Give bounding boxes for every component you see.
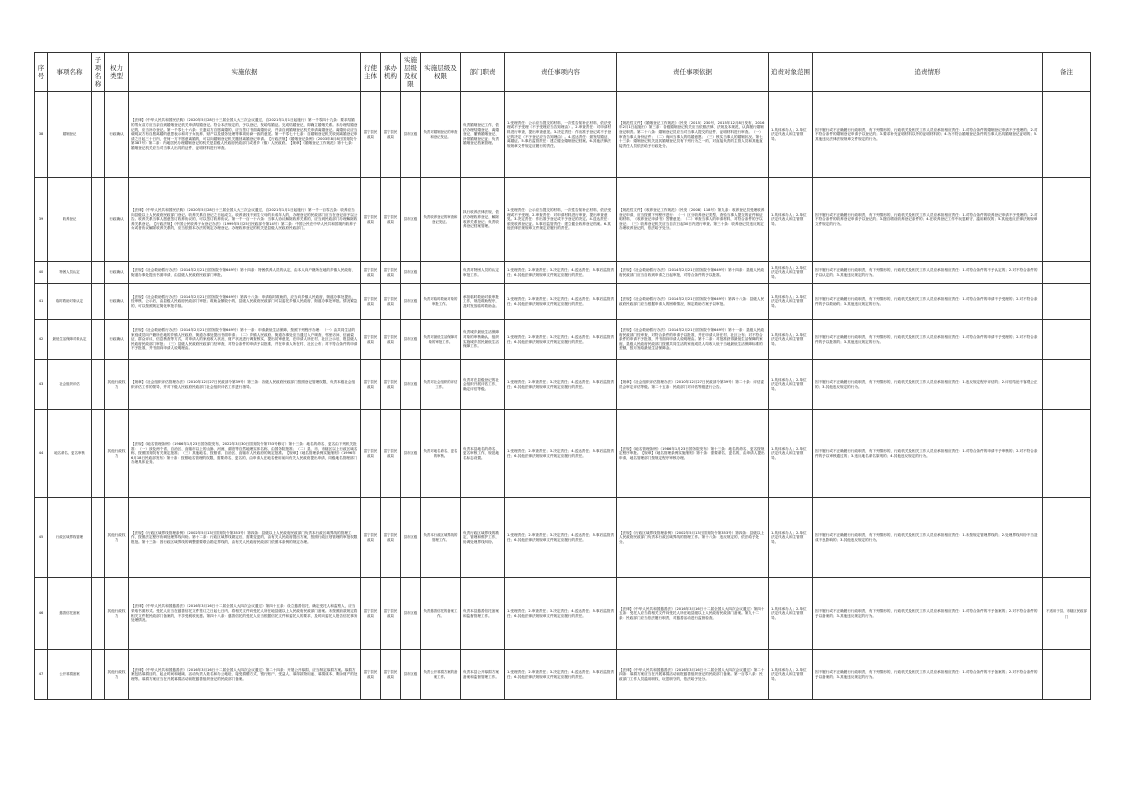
row-subject: 富宁县民政局 <box>361 320 381 360</box>
row-type: 其他行政权力 <box>105 498 129 578</box>
row-sub <box>92 410 105 498</box>
table-row <box>35 498 1091 578</box>
row-level: 县市区级 <box>401 360 421 410</box>
row-level2: 负责对最低生活保障对象的审批工作。 <box>421 320 461 360</box>
row-num: 41 <box>35 284 48 320</box>
header-sub: 子项名称 <box>92 53 105 92</box>
row-level: 县市区级 <box>401 578 421 650</box>
row-level2: 负责对地名命名、更名的审核。 <box>421 410 461 498</box>
header-org: 承办机构 <box>381 53 401 92</box>
header-basis: 实施依据 <box>129 53 361 92</box>
row-basis: 【法规】《行政区域界线管理条例》（2002年5月13日国务院令第353号）第四条：县级以上人民政府民政部门负责本行政区域界线的管理工作，按照法定程序协调处理界线纠纷。第十二条：行政区域界线勘定后，需要变更的，由有关人民政府提出方案，按照行政区划管理的审批权限报批。第十三条：因行政区域界线的调整需要联合勘定界线的，由有关人民政府民政部门依照本条例的规定办理。 <box>129 498 361 578</box>
row-org: 富宁县民政局 <box>381 360 401 410</box>
row-subject: 富宁县民政局 <box>361 284 381 320</box>
row-basis: 【法规】《社会救助暂行办法》（2014年2月21日国务院令第649号）第十一条：申请最低生活保障，按照下列程序办理：（一）由共同生活的家庭成员向户籍所在地的乡镇人民政府、街道办事处提出书面申请；（二）乡镇人民政府、街道办事处应当通过入户调查、邻里访问、信函索证、群众评议、信息核查等方式，对申请人的家庭收入状况、财产状况进行调查核实，提出初审意见，在申请人所在村、社区公示后，报县级人民政府民政部门审批；（三）县级人民政府民政部门经审查，对符合条件的申请予以批准，并在申请人所在村、社区公布；对不符合条件的申请不予批准，并书面向申请人说明理由。 <box>129 320 361 360</box>
row-num: 40 <box>35 262 48 284</box>
row-sub <box>92 578 105 650</box>
row-duty: 负责行政区域界线的勘定、管理和维护工作，协调处理界线纠纷。 <box>461 498 505 578</box>
table-row <box>35 284 1091 320</box>
row-content: 1.受理责任；2.审查责任；3.决定责任；4.送达责任；5.事后监管责任；6.其他法律法规规章文件规定应履行的责任。 <box>505 578 617 650</box>
row-level2: 负责慈善信托的备案工作。 <box>421 578 461 650</box>
row-cases: 因不履行或不正确履行行政职责，有下列情形的，行政机关及相关工作人员应承担相应责任：1.对符合条件的申请不予受理的；2.对不符合条件的予以批准的；3.其他违反规定的行为。 <box>813 320 1043 360</box>
row-cases: 因不履行或不正确履行行政职责，有下列情形的，行政机关及相关工作人员应承担相应责任：1.对符合条件的收养登记申请不予受理的；2.对不符合条件的收养登记申请予以登记的；3.擅自增设收养登记条件的；4.在收养登记工作中玩忽职守、滥用职权的；5.其他违反法律法规规章文件规定的行为。 <box>813 178 1043 262</box>
row-basis: 【法规】《地名管理条例》（1986年1月23日国务院发布，2022年3月30日国务院令第753号修订）第十三条：地名的命名、更名由下列机关批准：（一）涉及两个省、自治区、直辖市以上的山脉、河流、湖泊等自然地理实体名称，由国务院批准；（二）县、市、市辖区以上行政区域名称，按照国务院有关规定批准；（三）其他地名，按照省、自治区、直辖市人民政府的规定批准。【规章】《地名管理条例实施细则》（1996年6月18日民政部发布）第十条：按照地名管理的权限，需要命名、更名的，由申请人在地名使用前向有关人民政府提出申请，同级地名管理部门办理具体业务。 <box>129 410 361 498</box>
row-content-basis: 【法规】《社会救助暂行办法》（2014年2月21日国务院令第649号）第十四条：县级人民政府民政部门应当自收到申请之日起审批，对符合条件的予以批准。 <box>617 262 769 284</box>
row-sub <box>92 650 105 700</box>
row-note <box>1043 410 1091 498</box>
row-level: 县市区级 <box>401 92 421 178</box>
row-num: 45 <box>35 498 48 578</box>
row-basis: 【法律】《中华人民共和国民法典》（2020年5月28日十三届全国人大三次会议通过，自2021年1月1日起施行）第一千一百零五条：收养应当向县级以上人民政府民政部门登记。收养关系自登记之日起成立。收养查找不到生父母的未成年人的，办理登记的民政部门应当在登记前予以公告。收养关系当事人愿意签订收养协议的，可以签订收养协议。第一千一百一十六条：当事人协议解除收养关系的，应当到民政部门办理解除收养关系登记。【行政法规】《中国公民收养子女登记办法》（1999年5月25日民政部令第14号）第二条：中国公民在中华人民共和国境内收养子女或者协议解除收养关系的，应当依照本办法的规定办理登记。办理收养登记的机关是县级人民政府民政部门。 <box>129 178 361 262</box>
row-cases: 因不履行或不正确履行行政职责，有下列情形的，行政机关及相关工作人员应承担相应责任：1.违反规定程序评估的；2.评估结论不客观公正的；3.其他违反规定的行为。 <box>813 360 1043 410</box>
row-level2: 负责对婚姻登记的审查和登记发证。 <box>421 92 461 178</box>
row-level2: 负责对社会组织的评估工作。 <box>421 360 461 410</box>
row-content: 1.受理责任；2.审查责任；3.决定责任；4.送达责任；5.事后监管责任；6.其他法律法规规章文件规定应履行的责任。 <box>505 498 617 578</box>
row-basis: 【法律】《中华人民共和国慈善法》（2016年3月16日十二届全国人大四次会议通过）第四十五条：设立慈善信托、确定受托人和监察人，应当采取书面形式。受托人应当在慈善信托文件签订之日起七日内，将相关文件向受托人所在地县级以上人民政府民政部门备案。未按照前款规定将相关文件报民政部门备案的，不享受税收优惠。第四十八条：慈善信托的受托人应当根据信托文件和委托人的要求，及时向委托人报告信托事务处理情况。 <box>129 578 361 650</box>
row-name: 特困人员认定 <box>48 262 92 284</box>
row-subject: 富宁县民政局 <box>361 178 381 262</box>
row-duty: 承担临时救助对象审批工作，规范救助程序，及时发放临时救助金。 <box>461 284 505 320</box>
row-name: 临时救助对象认定 <box>48 284 92 320</box>
row-subject: 富宁县民政局 <box>361 92 381 178</box>
row-sub <box>92 320 105 360</box>
row-cases: 因不履行或不正确履行行政职责，有下列情形的，行政机关及相关工作人员应承担相应责任：1.对符合条件的不予备案的；2.对不符合条件的予以备案的；3.其他违反规定的行为。 <box>813 578 1043 650</box>
row-content-basis: 【法律】《中华人民共和国慈善法》（2016年3月16日十二届全国人大四次会议通过）第二十四条：募捐方案应当在开展募捐活动前报慈善组织登记的民政部门备案。第一百零八条：民政部门工作人员滥用职权、玩忽职守的，依法给予处分。 <box>617 650 769 700</box>
row-content: 1.受理责任；2.审查责任；3.决定责任；4.送达责任；5.事后监管责任；6.其他法律法规规章文件规定应履行的责任。 <box>505 320 617 360</box>
row-scope: 1.具体承办人；2.单位法定代表人和主管领导。 <box>769 262 813 284</box>
row-note <box>1043 360 1091 410</box>
row-basis: 【法律】《中华人民共和国民法典》（2020年5月28日十三届全国人大三次会议通过，自2021年1月1日起施行）第一千零四十九条：要求结婚的男女双方应当亲自到婚姻登记机关申请结婚登记。符合本法规定的，予以登记，发给结婚证。完成结婚登记，即确立婚姻关系。未办理结婚登记的，应当补办登记。第一千零七十六条：夫妻双方自愿离婚的，应当签订书面离婚协议，并亲自到婚姻登记机关申请离婚登记。离婚协议应当载明双方有自愿离婚的意思表示和对子女抚养、财产以及债务处理等事项协商一致的意见。第一千零七十七条：自婚姻登记机关收到离婚登记申请之日起三十日内，任何一方不愿意离婚的，可以向婚姻登记机关撤回离婚登记申请。【行政法规】《婚姻登记条例》（2003年8月8日国务院令第387号）第二条：内地居民办理婚姻登记的机关是县级人民政府民政部门或者乡（镇）人民政府。【规章】《婚姻登记工作规范》第十七条：婚姻登记机关应当对当事人出具的证件、证明材料进行审查。 <box>129 92 361 178</box>
header-type: 权力类型 <box>105 53 129 92</box>
row-duty: 负责本县地名的命名、更名审核工作，规范地名标志设置。 <box>461 410 505 498</box>
row-scope: 1.具体承办人；2.单位法定代表人和主管领导。 <box>769 410 813 498</box>
row-org: 富宁县民政局 <box>381 178 401 262</box>
row-level2: 负责对临时救助对象的审批工作。 <box>421 284 461 320</box>
row-subject: 富宁县民政局 <box>361 650 381 700</box>
row-sub <box>92 92 105 178</box>
row-basis: 【法规】《社会救助暂行办法》（2014年2月21日国务院令第649号）第十四条：特困供养人员的认定，由本人向户籍所在地的乡镇人民政府、街道办事处提出书面申请，由县级人民政府民政部门审批。 <box>129 262 361 284</box>
row-duty: 负责对在县级登记的社会组织开展评估工作，确定评估等级。 <box>461 360 505 410</box>
row-note <box>1043 320 1091 360</box>
row-note <box>1043 92 1091 178</box>
row-content-basis: 【法规】《行政区域界线管理条例》（2002年5月13日国务院令第353号）第四条：县级以上人民政府民政部门负责本行政区域界线的管理工作。第十八条：违反规定的，依法给予处分。 <box>617 498 769 578</box>
row-type: 其他行政权力 <box>105 650 129 700</box>
table-row <box>35 262 1091 284</box>
header-cases: 追责情形 <box>813 53 1043 92</box>
row-num: 44 <box>35 410 48 498</box>
row-name: 慈善信托备案 <box>48 578 92 650</box>
power-list-table <box>34 52 1091 700</box>
row-sub <box>92 360 105 410</box>
row-note <box>1043 498 1091 578</box>
row-level2 <box>421 262 461 284</box>
row-type: 其他行政权力 <box>105 578 129 650</box>
header-name: 事项名称 <box>48 53 92 92</box>
row-cases: 因不履行或不正确履行行政职责，有下列情形的，行政机关及相关工作人员应承担相应责任：1.对符合条件的不予认定的；2.对不符合条件的予以认定的；3.其他违反规定的行为。 <box>813 262 1043 284</box>
row-scope: 1.具体承办人；2.单位法定代表人和主管领导。 <box>769 498 813 578</box>
row-level2: 负责公开募捐方案的备案工作。 <box>421 650 461 700</box>
row-content-basis: 【规范性文件】《收养登记工作规范》（民发〔2008〕118号）第九条：收养登记员受理收养登记申请，应当按照下列程序进行：（一）区分收养登记类型，查验当事人提交的证件和证明材料、《收养登记申请书》签署意见；（二）审查当事人的申请材料，对符合条件的予以登记；（三）收养登记机关应当自次日起30日内进行审查。第三十条：收养登记员违反规定办理收养登记的，依法给予处分。 <box>617 178 769 262</box>
row-note <box>1043 178 1091 262</box>
row-content: 1.受理责任；2.审查责任；3.决定责任；4.送达责任；5.事后监管责任；6.其他法律法规规章文件规定应履行的责任。 <box>505 262 617 284</box>
row-basis: 【法律】《中华人民共和国慈善法》（2016年3月16日十二届全国人大四次会议通过）第二十四条：开展公开募捐，应当制定募捐方案。募捐方案包括募捐目的、起止时间和地域、活动负责人姓名和办公地址、接受捐赠方式、银行账户、受益人、募得款物用途、募捐成本、剩余财产的处理等。募捐方案应当在开展募捐活动前报慈善组织登记的民政部门备案。 <box>129 650 361 700</box>
table-row <box>35 320 1091 360</box>
row-org: 富宁县民政局 <box>381 650 401 700</box>
table-row <box>35 92 1091 178</box>
row-content-basis: 【法律】《中华人民共和国慈善法》（2016年3月16日十二届全国人大四次会议通过）第四十五条：受托人应当将相关文件向受托人所在地县级以上人民政府民政部门备案。第九十二条：民政部门应当依法履行职责，对慈善活动进行监督检查。 <box>617 578 769 650</box>
row-type: 行政确认 <box>105 178 129 262</box>
row-org: 富宁县民政局 <box>381 320 401 360</box>
row-content: 1.受理责任；2.审查责任；3.决定责任；4.送达责任；5.事后监管责任；6.其他法律法规规章文件规定应履行的责任。 <box>505 410 617 498</box>
header-num: 序号 <box>35 53 48 92</box>
row-type: 行政确认 <box>105 284 129 320</box>
row-org: 富宁县民政局 <box>381 578 401 650</box>
row-subject: 富宁县民政局 <box>361 360 381 410</box>
row-scope: 1.具体承办人；2.单位法定代表人和主管领导。 <box>769 284 813 320</box>
row-level2: 负责收养登记的审查和登记发证。 <box>421 178 461 262</box>
row-org: 富宁县民政局 <box>381 92 401 178</box>
row-duty: 负责本县公开募捐方案备案和监督管理工作。 <box>461 650 505 700</box>
row-num: 38 <box>35 92 48 178</box>
row-cases: 因不履行或不正确履行行政职责，有下列情形的，行政机关及相关工作人员应承担相应责任：1.对符合条件的申请不予审核的；2.对不符合条件的予以审核通过的；3.违反地名命名原则的；4.其他违反规定的行为。 <box>813 410 1043 498</box>
header-row <box>35 53 1091 92</box>
row-scope: 1.具体承办人；2.单位法定代表人和主管领导。 <box>769 92 813 178</box>
row-level: 县市区级 <box>401 498 421 578</box>
row-content: 1.受理责任：公示应当提交的材料，一次性告知补正材料，依法受理或不予受理。2.审查责任：对申请材料进行审查，提出审查意见。3.决定责任：作出准予登记或不予登记的决定。4.送达责任：颁发收养登记证。5.事后监管责任：建立健全收养登记档案。6.其他法律法规规章文件规定应履行的责任。 <box>505 178 617 262</box>
row-note <box>1043 284 1091 320</box>
row-level: 县市区级 <box>401 320 421 360</box>
row-content-basis: 【法规】《社会救助暂行办法》（2014年2月21日国务院令第649号）第十一条：县级人民政府民政部门经审查，对符合条件的申请予以批准，并在申请人所在村、社区公布；对不符合条件的申请不予批准，并书面向申请人说明理由。第十二条：对批准获得最低生活保障的家庭，县级人民政府民政部门按照共同生活的家庭成员人均收入低于当地最低生活保障标准的差额，按月发给最低生活保障金。 <box>617 320 769 360</box>
row-sub <box>92 178 105 262</box>
row-num: 46 <box>35 578 48 650</box>
row-level: 县市区级 <box>401 262 421 284</box>
row-content-basis: 【法规】《地名管理条例》（1986年1月23日国务院发布）第十三条：地名的命名、更名按规定程序审批。【规章】《地名管理条例实施细则》第十条：需要命名、更名的，由申请人提出申请，地名管理部门按规定程序审核办理。 <box>617 410 769 498</box>
row-basis: 【规章】《社会组织评估管理办法》（2010年12月27日民政部令第39号）第三条：各级人民政府民政部门按照登记管理权限，负责本级社会组织评估工作的领导，并对下级人民政府民政部门社会组织评估工作进行指导。 <box>129 360 361 410</box>
row-subject: 富宁县民政局 <box>361 410 381 498</box>
row-name: 地名命名、更名审核 <box>48 410 92 498</box>
row-cases: 因不履行或不正确履行行政职责，有下列情形的，行政机关及相关工作人员应承担相应责任：1.对符合条件的婚姻登记申请不予受理的；2.对不符合条件的婚姻登记申请予以登记的；3.要求补充证明材料以外的证明材料的；4.为不符合婚姻登记条件的当事人出具婚姻登记证明的；5.其他违反法律法规规章文件规定的行为。 <box>813 92 1043 178</box>
row-type: 行政确认 <box>105 92 129 178</box>
row-subject: 富宁县民政局 <box>361 498 381 578</box>
row-content: 1.受理责任；2.审查责任；3.决定责任；4.送达责任；5.事后监管责任；6.其他法律法规规章文件规定应履行的责任。 <box>505 650 617 700</box>
row-name: 婚姻登记 <box>48 92 92 178</box>
row-content: 1.受理责任；2.审查责任；3.决定责任；4.送达责任；5.事后监管责任；6.其他法律法规规章文件规定应履行的责任。 <box>505 360 617 410</box>
row-org: 富宁县民政局 <box>381 410 401 498</box>
row-level2: 负责本行政区域界线的管理工作。 <box>421 498 461 578</box>
page <box>34 52 1090 700</box>
row-org: 富宁县民政局 <box>381 262 401 284</box>
row-subject: 富宁县民政局 <box>361 578 381 650</box>
row-scope: 1.具体承办人；2.单位法定代表人和主管领导。 <box>769 650 813 700</box>
row-basis: 【法规】《社会救助暂行办法》（2014年2月21日国务院令第649号）第四十八条：申请临时救助的，应当向乡镇人民政府、街道办事处提出，经审核、公示后，由县级人民政府民政部门审批；救助金额较小的，县级人民政府民政部门可以委托乡镇人民政府、街道办事处审批。情况紧急的，可以按照规定简化审批手续。 <box>129 284 361 320</box>
header-scope: 追责对象范围 <box>769 53 813 92</box>
row-content-basis: 【法规】《社会救助暂行办法》（2014年2月21日国务院令第649号）第四十八条：县级人民政府民政部门应当根据申请人的困难情况，制定救助方案予以审批。 <box>617 284 769 320</box>
header-level: 实施层级及权限 <box>401 53 421 92</box>
row-org: 富宁县民政局 <box>381 498 401 578</box>
row-duty: 负责对特困人员的认定审批工作。 <box>461 262 505 284</box>
table-row <box>35 410 1091 498</box>
row-type: 其他行政权力 <box>105 360 129 410</box>
header-level2: 实施层级及权限 <box>421 53 461 92</box>
table-row <box>35 178 1091 262</box>
header-content-basis: 责任事项依据 <box>617 53 769 92</box>
table-row <box>35 578 1091 650</box>
row-subject: 富宁县民政局 <box>361 262 381 284</box>
row-num: 42 <box>35 320 48 360</box>
row-content: 1.受理责任；2.审查责任；3.决定责任；4.送达责任；5.事后监管责任；6.其他法律法规规章文件规定应履行的责任。 <box>505 284 617 320</box>
row-note <box>1043 262 1091 284</box>
row-scope: 1.具体承办人；2.单位法定代表人和主管领导。 <box>769 178 813 262</box>
row-note: 不适用于县、市辖区民政部门 <box>1043 578 1091 650</box>
row-level: 县市区级 <box>401 410 421 498</box>
row-content-basis: 【规范性文件】《婚姻登记工作规范》（民发〔2015〕230号，2015年12月8日发布，2016年2月1日起施行）第三条：各级婚姻登记机关应当依照法律、法规及本规范，认真履行婚姻登记职责。第二十八条：婚姻登记员应当对当事人提交的证件、证明材料进行审查。（一）审查当事人身份证件；（二）询问当事人的结婚意愿；（三）核实当事人的婚姻状况。第七十三条：婚姻登记机关及其婚姻登记员有下列行为之一的，对直接负责的主管人员和其他直接责任人员依法给予行政处分。 <box>617 92 769 178</box>
row-content: 1.受理责任：公示应当提交的材料，一次性告知补正材料，依法受理或不予受理（不予受理应当告知理由）。2.审查责任：对申请材料进行审查，提出审查意见。3.决定责任：作出准予登记或不予登记的决定（不予登记应当告知理由）。4.送达责任：颁发结婚证、离婚证。5.事后监管责任：建立健全婚姻登记档案。6.其他法律法规规章文件规定应履行的责任。 <box>505 92 617 178</box>
row-type: 行政确认 <box>105 320 129 360</box>
header-note: 备注 <box>1043 53 1091 92</box>
row-num: 39 <box>35 178 48 262</box>
row-name: 最低生活保障对象认定 <box>48 320 92 360</box>
row-cases: 因不履行或不正确履行行政职责，有下列情形的，行政机关及相关工作人员应承担相应责任：1.对符合条件的申请不予受理的；2.对不符合条件的予以救助的；3.其他违反规定的行为。 <box>813 284 1043 320</box>
row-name: 社会组织评估 <box>48 360 92 410</box>
row-org: 富宁县民政局 <box>381 284 401 320</box>
header-duty: 部门职责 <box>461 53 505 92</box>
row-scope: 1.具体承办人；2.单位法定代表人和主管领导。 <box>769 578 813 650</box>
table-row <box>35 650 1091 700</box>
row-name: 公开募捐备案 <box>48 650 92 700</box>
row-level: 县市区级 <box>401 284 421 320</box>
row-type: 其他行政权力 <box>105 410 129 498</box>
row-sub <box>92 498 105 578</box>
row-sub <box>92 262 105 284</box>
row-scope: 1.具体承办人；2.单位法定代表人和主管领导。 <box>769 360 813 410</box>
row-sub <box>92 284 105 320</box>
row-name: 收养登记 <box>48 178 92 262</box>
row-note <box>1043 650 1091 700</box>
row-type: 行政确认 <box>105 262 129 284</box>
row-duty: 负责本县慈善信托备案和监督管理工作。 <box>461 578 505 650</box>
row-num: 43 <box>35 360 48 410</box>
row-content-basis: 【规章】《社会组织评估管理办法》（2010年12月27日民政部令第39号）第二十条：评估委员会审定评估等级。第二十五条：民政部门对评估等级进行公告。 <box>617 360 769 410</box>
header-content: 责任事项内容 <box>505 53 617 92</box>
row-level: 县市区级 <box>401 178 421 262</box>
table-row <box>35 360 1091 410</box>
row-scope: 1.具体承办人；2.单位法定代表人和主管领导。 <box>769 320 813 360</box>
row-num: 47 <box>35 650 48 700</box>
row-cases: 因不履行或不正确履行行政职责，有下列情形的，行政机关及相关工作人员应承担相应责任：1.对符合条件的不予备案的；2.对不符合条件的予以备案的；3.其他违反规定的行为。 <box>813 650 1043 700</box>
row-duty: 负责城乡最低生活保障对象的审核确认，组织实施城乡居民最低生活保障工作。 <box>461 320 505 360</box>
header-subject: 行使主体 <box>361 53 381 92</box>
row-duty: 执行收养法律法规，依法办理收养登记、解除收养关系登记；负责收养登记档案管理。 <box>461 178 505 262</box>
row-duty: 负责婚姻登记工作，依法办理结婚登记、离婚登记、撤销婚姻登记、补领婚姻登记证；负责婚姻登记档案管理。 <box>461 92 505 178</box>
row-level: 县市区级 <box>401 650 421 700</box>
row-name: 行政区域界线管理 <box>48 498 92 578</box>
row-cases: 因不履行或不正确履行行政职责，有下列情形的，行政机关及相关工作人员应承担相应责任：1.未按规定管理界线的；2.处理界线纠纷不当造成不良影响的；3.其他违反规定的行为。 <box>813 498 1043 578</box>
